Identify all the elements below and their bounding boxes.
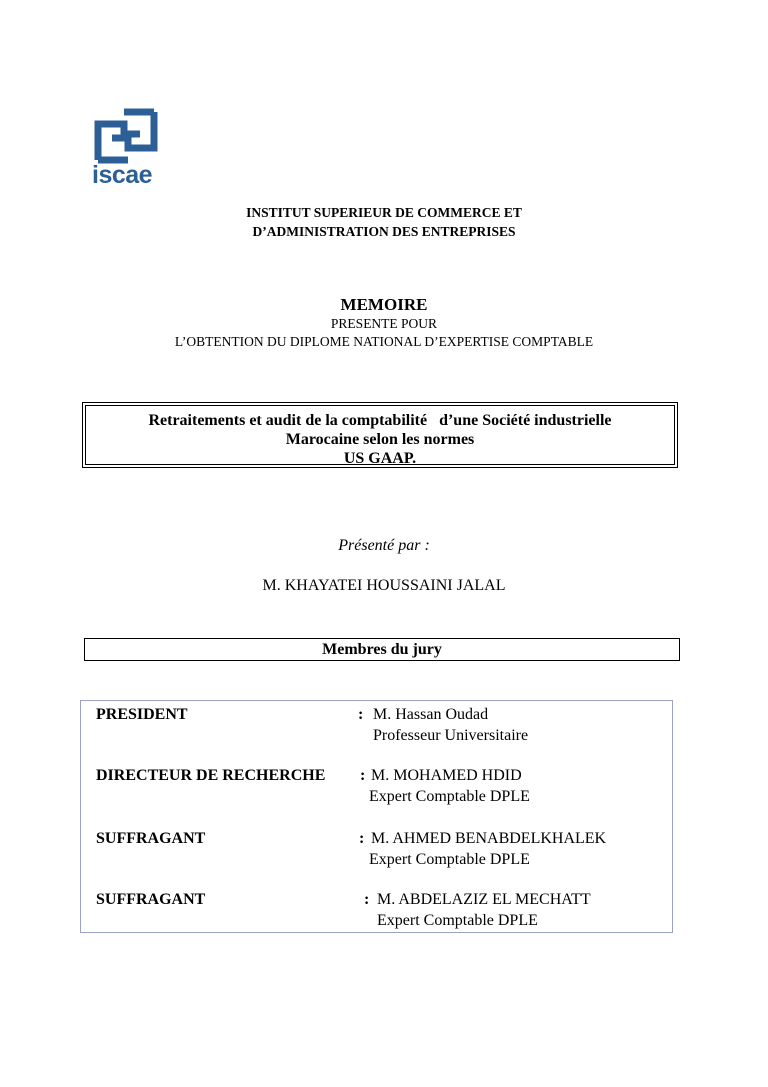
institution-line-2: D’ADMINISTRATION DES ENTREPRISES [252, 224, 516, 239]
jury-title: Professeur Universitaire [373, 727, 529, 744]
thesis-title-line-1: Retraitements et audit de la comptabilité d’une Société industrielle [148, 412, 612, 429]
jury-name: M. Hassan Oudad [373, 706, 489, 723]
institution-name [0, 203, 768, 241]
diploma-line: L’OBTENTION DU DIPLOME NATIONAL D’EXPERTISE COMPTABLE [174, 334, 594, 349]
iscae-logo [90, 108, 162, 188]
jury-title: Expert Comptable DPLE [369, 788, 530, 805]
jury-name: M. ABDELAZIZ EL MECHATT [377, 891, 591, 908]
institution-line-1: INSTITUT SUPERIEUR DE COMMERCE ET [246, 205, 522, 220]
memoire-heading: MEMOIRE [340, 295, 428, 314]
thesis-title-line-3: US GAAP. [343, 450, 417, 467]
jury-title: Expert Comptable DPLE [377, 912, 538, 929]
author-name: M. KHAYATEI HOUSSAINI JALAL [262, 577, 506, 594]
jury-colon: : [358, 706, 364, 723]
jury-title: Expert Comptable DPLE [369, 851, 530, 868]
jury-heading: Membres du jury [322, 641, 442, 658]
presented-by-label: Présenté par : [338, 537, 430, 554]
jury-role: SUFFRAGANT [96, 891, 206, 908]
jury-role: DIRECTEUR DE RECHERCHE [96, 767, 326, 784]
jury-name: M. MOHAMED HDID [371, 767, 522, 784]
jury-colon: : [360, 767, 366, 784]
jury-heading-box [84, 638, 680, 661]
jury-colon: : [364, 891, 370, 908]
jury-colon: : [359, 830, 365, 847]
jury-role: SUFFRAGANT [96, 830, 206, 847]
thesis-title-box [82, 402, 678, 468]
logo-text: iscae [92, 161, 153, 189]
jury-members-table [80, 700, 673, 933]
jury-role: PRESIDENT [96, 706, 188, 723]
thesis-title [85, 405, 675, 465]
presente-pour: PRESENTE POUR [330, 316, 438, 331]
thesis-title-line-2: Marocaine selon les normes [285, 431, 475, 448]
iscae-logo-icon [90, 108, 162, 164]
jury-name: M. AHMED BENABDELKHALEK [371, 830, 607, 847]
